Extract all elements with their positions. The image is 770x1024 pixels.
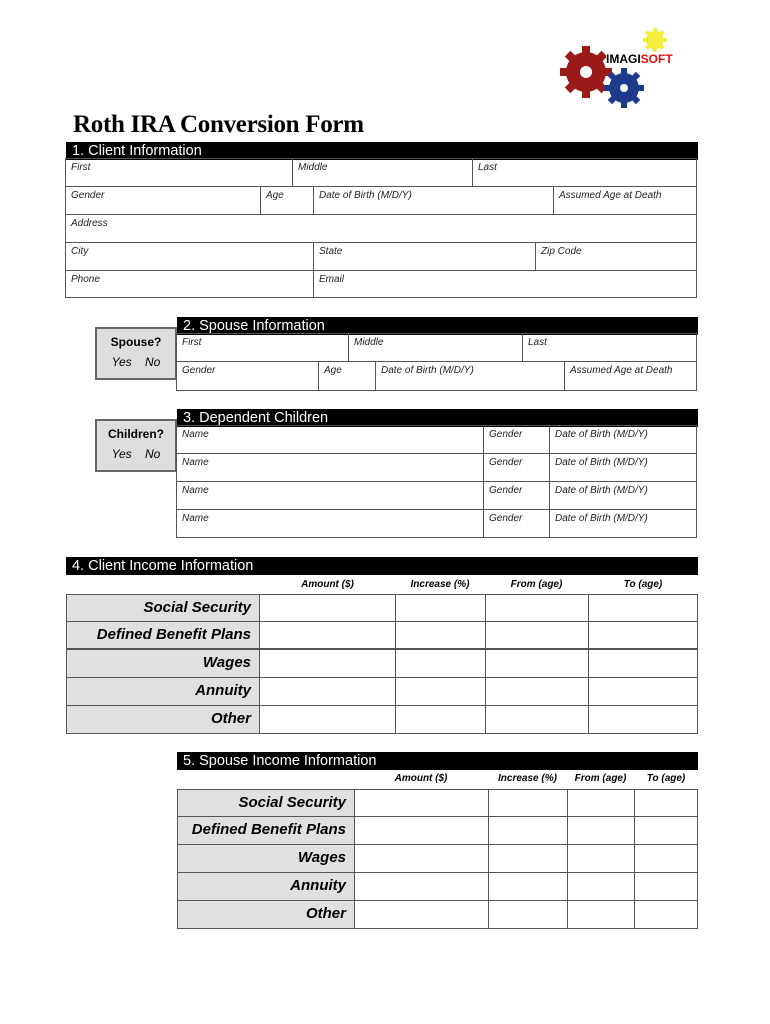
child-4-dob-field[interactable]: Date of Birth (M/D/Y) <box>549 509 697 538</box>
section-3-header: 3. Dependent Children <box>177 409 698 427</box>
spouse-death-age-field[interactable]: Assumed Age at Death <box>564 361 697 391</box>
spouse-question: Spouse? <box>110 335 162 349</box>
client-gender-field[interactable]: Gender <box>65 186 261 215</box>
client-age-field[interactable]: Age <box>260 186 314 215</box>
section-1-header: 1. Client Information <box>66 142 698 160</box>
s4-row-label: Other <box>66 705 260 734</box>
client-dob-field[interactable]: Date of Birth (M/D/Y) <box>313 186 554 215</box>
s5-row-label: Social Security <box>177 789 355 817</box>
s4-to-cell[interactable] <box>588 677 698 706</box>
spouse-dob-field[interactable]: Date of Birth (M/D/Y) <box>375 361 565 391</box>
s5-from-cell[interactable] <box>567 844 635 873</box>
s4-row-label: Social Security <box>66 594 260 622</box>
child-1-dob-field[interactable]: Date of Birth (M/D/Y) <box>549 425 697 454</box>
child-2-name-field[interactable]: Name <box>176 453 484 482</box>
child-2-dob-field[interactable]: Date of Birth (M/D/Y) <box>549 453 697 482</box>
child-1-gender-field[interactable]: Gender <box>483 425 550 454</box>
client-last-field[interactable]: Last <box>472 158 697 187</box>
s4-row-label: Defined Benefit Plans <box>66 621 260 649</box>
s5-from-cell[interactable] <box>567 900 635 929</box>
s4-row <box>66 649 698 678</box>
s4-row <box>66 594 698 622</box>
s4-amount-cell[interactable] <box>259 621 396 649</box>
s4-increase-cell[interactable] <box>395 677 486 706</box>
s4-from-cell[interactable] <box>485 705 589 734</box>
s4-from-cell[interactable] <box>485 649 589 678</box>
child-3-dob-field[interactable]: Date of Birth (M/D/Y) <box>549 481 697 510</box>
s5-from-cell[interactable] <box>567 872 635 901</box>
client-death-age-field[interactable]: Assumed Age at Death <box>553 186 697 215</box>
section-5-header: 5. Spouse Income Information <box>177 752 698 770</box>
s5-amount-cell[interactable] <box>354 844 489 873</box>
s5-table <box>177 789 698 929</box>
s4-row <box>66 677 698 706</box>
spouse-question-box <box>95 327 177 380</box>
s5-header-amount: Amount ($) <box>394 773 448 784</box>
child-1-name-field[interactable]: Name <box>176 425 484 454</box>
s4-increase-cell[interactable] <box>395 705 486 734</box>
s5-from-cell[interactable] <box>567 789 635 817</box>
s5-row <box>177 816 698 845</box>
s4-from-cell[interactable] <box>485 677 589 706</box>
s5-to-cell[interactable] <box>634 816 698 845</box>
s5-row-label: Other <box>177 900 355 929</box>
s5-from-cell[interactable] <box>567 816 635 845</box>
s5-amount-cell[interactable] <box>354 872 489 901</box>
s4-increase-cell[interactable] <box>395 621 486 649</box>
s4-row <box>66 621 698 649</box>
s4-increase-cell[interactable] <box>395 594 486 622</box>
s5-to-cell[interactable] <box>634 872 698 901</box>
s5-row <box>177 872 698 901</box>
children-question-box <box>95 419 177 472</box>
s4-row <box>66 705 698 734</box>
s4-row-label: Annuity <box>66 677 260 706</box>
client-zip-field[interactable]: Zip Code <box>535 242 697 271</box>
gears-icon <box>556 26 686 110</box>
logo-text: IMAGISOFT <box>606 52 673 66</box>
children-question: Children? <box>108 427 164 441</box>
s5-amount-cell[interactable] <box>354 816 489 845</box>
spouse-age-field[interactable]: Age <box>318 361 376 391</box>
s4-to-cell[interactable] <box>588 705 698 734</box>
s4-header-amount: Amount ($) <box>301 579 354 590</box>
s4-amount-cell[interactable] <box>259 677 396 706</box>
client-email-field[interactable]: Email <box>313 270 697 298</box>
spouse-yes-no[interactable]: Yes No <box>111 355 161 369</box>
client-address-field[interactable]: Address <box>65 214 697 243</box>
s5-increase-cell[interactable] <box>488 872 568 901</box>
s5-to-cell[interactable] <box>634 900 698 929</box>
s5-row <box>177 844 698 873</box>
section-4-header: 4. Client Income Information <box>66 557 698 575</box>
s5-amount-cell[interactable] <box>354 900 489 929</box>
s5-row <box>177 900 698 929</box>
spouse-middle-field[interactable]: Middle <box>348 333 523 362</box>
client-middle-field[interactable]: Middle <box>292 158 473 187</box>
s5-increase-cell[interactable] <box>488 789 568 817</box>
s4-amount-cell[interactable] <box>259 649 396 678</box>
s5-increase-cell[interactable] <box>488 816 568 845</box>
s5-row-label: Annuity <box>177 872 355 901</box>
client-state-field[interactable]: State <box>313 242 536 271</box>
s4-header-to: To (age) <box>623 579 663 590</box>
child-3-gender-field[interactable]: Gender <box>483 481 550 510</box>
s4-table <box>66 594 698 734</box>
s4-to-cell[interactable] <box>588 594 698 622</box>
client-phone-field[interactable]: Phone <box>65 270 314 298</box>
s5-amount-cell[interactable] <box>354 789 489 817</box>
client-first-field[interactable]: First <box>65 158 293 187</box>
child-2-gender-field[interactable]: Gender <box>483 453 550 482</box>
s4-header-increase: Increase (%) <box>410 579 470 590</box>
s5-header-from: From (age) <box>574 773 627 784</box>
spouse-gender-field[interactable]: Gender <box>176 361 319 391</box>
s5-header-to: To (age) <box>646 773 686 784</box>
child-4-gender-field[interactable]: Gender <box>483 509 550 538</box>
s4-to-cell[interactable] <box>588 649 698 678</box>
form-title: Roth IRA Conversion Form <box>73 111 364 138</box>
s4-row-label: Wages <box>66 649 260 678</box>
s4-amount-cell[interactable] <box>259 594 396 622</box>
s5-increase-cell[interactable] <box>488 844 568 873</box>
child-3-name-field[interactable]: Name <box>176 481 484 510</box>
s5-row-label: Defined Benefit Plans <box>177 816 355 845</box>
s4-from-cell[interactable] <box>485 621 589 649</box>
client-city-field[interactable]: City <box>65 242 314 271</box>
child-4-name-field[interactable]: Name <box>176 509 484 538</box>
spouse-last-field[interactable]: Last <box>522 333 697 362</box>
s5-row-label: Wages <box>177 844 355 873</box>
s5-to-cell[interactable] <box>634 844 698 873</box>
s5-increase-cell[interactable] <box>488 900 568 929</box>
s4-from-cell[interactable] <box>485 594 589 622</box>
s4-increase-cell[interactable] <box>395 649 486 678</box>
s4-to-cell[interactable] <box>588 621 698 649</box>
s5-header-increase: Increase (%) <box>498 773 557 784</box>
s5-to-cell[interactable] <box>634 789 698 817</box>
s5-row <box>177 789 698 817</box>
children-yes-no[interactable]: Yes No <box>111 447 161 461</box>
s4-amount-cell[interactable] <box>259 705 396 734</box>
imagisoft-logo <box>556 26 686 110</box>
section-2-header: 2. Spouse Information <box>177 317 698 335</box>
s4-header-from: From (age) <box>510 579 563 590</box>
spouse-first-field[interactable]: First <box>176 333 349 362</box>
